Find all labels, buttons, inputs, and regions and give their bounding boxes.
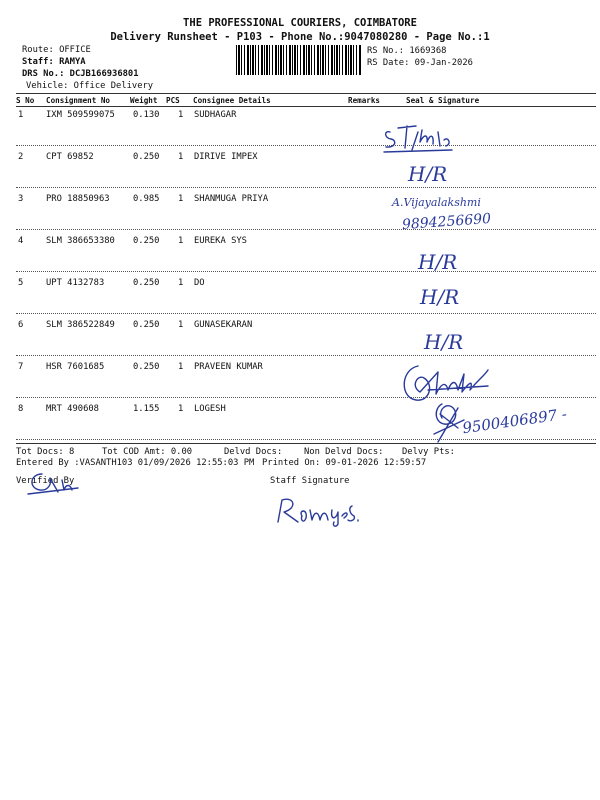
row-2-weight: 0.250 [133, 152, 160, 162]
row-7-weight: 0.250 [133, 362, 160, 372]
row-8-weight: 1.155 [133, 404, 160, 414]
barcode [236, 45, 362, 75]
verified-by-signature [22, 470, 82, 498]
rs-date: RS Date: 09-Jan-2026 [367, 58, 473, 68]
handwritten-hr-row-2: H/R [408, 162, 448, 186]
row-separator [16, 439, 596, 440]
printed-on: Printed On: 09-01-2026 12:59:57 [262, 458, 427, 468]
rs-number: RS No.: 1669368 [367, 46, 447, 56]
row-3-weight: 0.985 [133, 194, 160, 204]
staff-signature [270, 494, 360, 528]
row-7-pcs: 1 [178, 362, 184, 372]
col-weight: Weight [130, 96, 158, 105]
row-1-sno: 1 [18, 110, 24, 120]
non-delivered-docs: Non Delvd Docs: [304, 447, 384, 457]
row-1-consignee: SUDHAGAR [194, 110, 237, 120]
staff-signature-label: Staff Signature [270, 476, 350, 486]
row-4-sno: 4 [18, 236, 24, 246]
row-2-consignee: DIRIVE IMPEX [194, 152, 258, 162]
row-1-weight: 0.130 [133, 110, 160, 120]
drs-label: DRS No.: DCJB166936801 [22, 69, 139, 79]
row-4-pcs: 1 [178, 236, 184, 246]
row-1-pcs: 1 [178, 110, 184, 120]
row-4-consignment: SLM 386653380 [46, 236, 115, 246]
vehicle-label: Vehicle: Office Delivery [26, 81, 154, 91]
row-8-sno: 8 [18, 404, 24, 414]
row-6-pcs: 1 [178, 320, 184, 330]
row-6-consignee: GUNASEKARAN [194, 320, 253, 330]
row-separator [16, 355, 596, 356]
row-5-consignee: DO [194, 278, 205, 288]
row-3-consignment: PRO 18850963 [46, 194, 110, 204]
handwritten-hr-row-4: H/R [418, 250, 458, 274]
entered-by: Entered By :VASANTH103 01/09/2026 12:55:03 PM [16, 458, 255, 468]
col-remarks: Remarks [348, 96, 381, 105]
handwritten-hr-row-6: H/R [424, 330, 464, 354]
header-top-rule [16, 93, 596, 94]
row-separator [16, 145, 596, 146]
handwritten-name-row-3: A.Vijayalakshmi [392, 196, 481, 209]
row-7-consignee: PRAVEEN KUMAR [194, 362, 263, 372]
footer-rule [16, 443, 596, 444]
row-2-sno: 2 [18, 152, 24, 162]
handwritten-phone-row-3: 9894256690 [401, 210, 492, 234]
company-title: THE PROFESSIONAL COURIERS, COIMBATORE [183, 17, 417, 29]
row-6-consignment: SLM 386522849 [46, 320, 115, 330]
delivery-points: Delvy Pts: [402, 447, 455, 457]
row-separator [16, 313, 596, 314]
row-separator [16, 229, 596, 230]
total-cod-amount: Tot COD Amt: 0.00 [102, 447, 193, 457]
row-8-pcs: 1 [178, 404, 184, 414]
row-6-weight: 0.250 [133, 320, 160, 330]
signature-row-1 [382, 122, 462, 154]
col-consignee: Consignee Details [193, 96, 271, 105]
total-docs: Tot Docs: 8 [16, 447, 75, 457]
row-3-sno: 3 [18, 194, 24, 204]
row-4-consignee: EUREKA SYS [194, 236, 247, 246]
header-bottom-rule [16, 106, 596, 107]
row-3-consignee: SHANMUGA PRIYA [194, 194, 269, 204]
row-2-pcs: 1 [178, 152, 184, 162]
col-seal-signature: Seal & Signature [406, 96, 480, 105]
row-separator [16, 187, 596, 188]
staff-label: Staff: RAMYA [22, 57, 86, 67]
row-separator [16, 271, 596, 272]
row-7-consignment: HSR 7601685 [46, 362, 105, 372]
row-5-weight: 0.250 [133, 278, 160, 288]
col-consignment: Consignment No [46, 96, 111, 105]
row-5-consignment: UPT 4132783 [46, 278, 105, 288]
row-5-pcs: 1 [178, 278, 184, 288]
row-6-sno: 6 [18, 320, 24, 330]
row-3-pcs: 1 [178, 194, 184, 204]
row-7-sno: 7 [18, 362, 24, 372]
row-2-consignment: CPT 69852 [46, 152, 94, 162]
row-4-weight: 0.250 [133, 236, 160, 246]
delivered-docs: Delvd Docs: [224, 447, 283, 457]
row-5-sno: 5 [18, 278, 24, 288]
col-pcs: PCS [166, 96, 180, 105]
handwritten-hr-row-5: H/R [420, 285, 460, 309]
row-8-consignee: LOGESH [194, 404, 226, 414]
verified-by-label: Verified By [16, 476, 75, 486]
runsheet-title: Delivery Runsheet - P103 - Phone No.:9047080280 - Page No.:1 [110, 31, 490, 43]
route-label: Route: OFFICE [22, 45, 91, 55]
row-separator [16, 397, 596, 398]
row-8-consignment: MRT 490608 [46, 404, 99, 414]
row-1-consignment: IXM 509599075 [46, 110, 115, 120]
handwritten-phone-row-8: 9500406897 - [461, 404, 569, 438]
col-sno: S No [16, 96, 35, 105]
